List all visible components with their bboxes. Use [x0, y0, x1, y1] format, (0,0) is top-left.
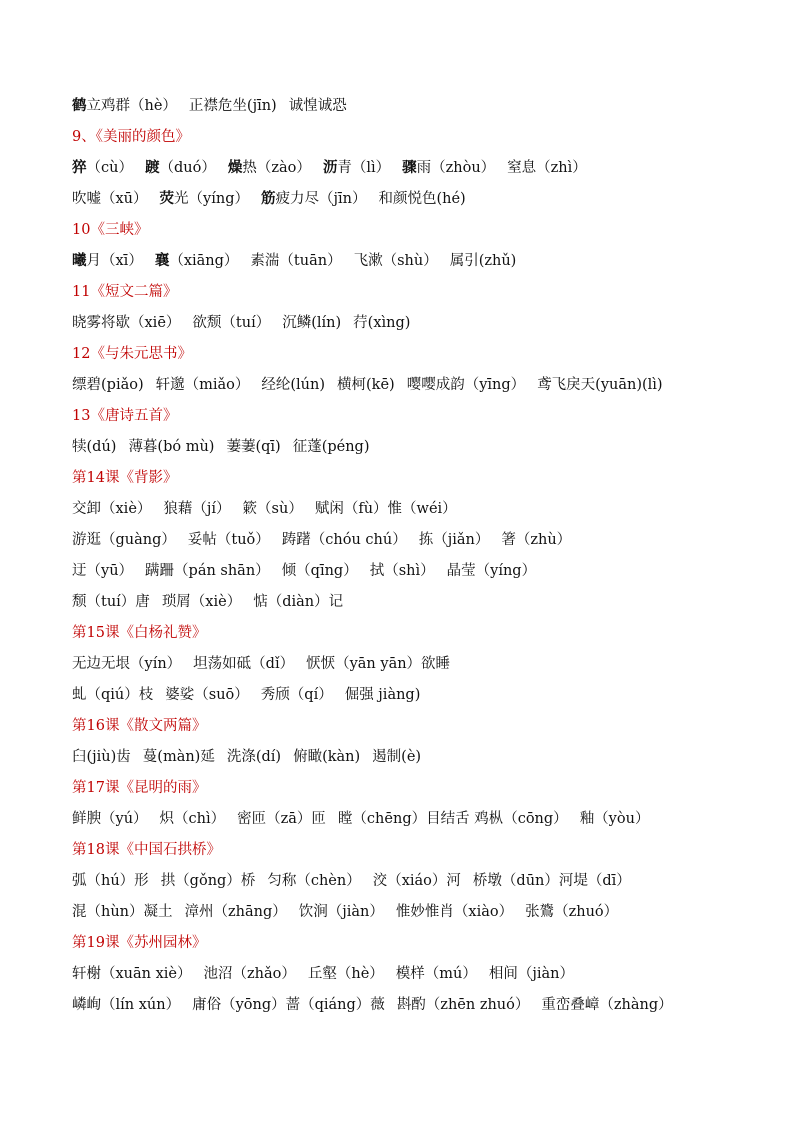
lesson-heading-text: 第16课《散文两篇》 — [72, 718, 207, 734]
vocab-line — [72, 653, 752, 684]
vocab-line — [72, 436, 752, 467]
vocab-entry — [163, 498, 230, 520]
vocab-text: 张鷟（zhuó） — [525, 904, 619, 920]
vocab-text: 光（yíng） — [174, 191, 249, 207]
vocab-entry — [204, 963, 296, 985]
lesson-heading — [72, 715, 752, 746]
lesson-heading-text: 12《与朱元思书》 — [72, 346, 192, 362]
vocab-line — [72, 684, 752, 715]
vocab-entry — [337, 374, 395, 396]
vocab-text: 薄暮(bó mù) — [128, 439, 215, 455]
vocab-text: 颓（tuí）唐 — [72, 594, 150, 610]
vocab-text: 恹恹（yān yān）欲睡 — [306, 656, 451, 672]
vocab-entry — [243, 498, 303, 520]
vocab-entry — [189, 95, 277, 117]
vocab-entry — [473, 870, 631, 892]
vocab-entry — [407, 374, 525, 396]
vocab-entry — [372, 746, 421, 768]
vocab-entry — [193, 653, 294, 675]
vocab-entry — [267, 870, 360, 892]
vocab-entry — [72, 95, 177, 117]
vocab-line — [72, 963, 752, 994]
vocab-text: 游逛（guàng） — [72, 532, 176, 548]
vocab-emphasis: 曦 — [72, 252, 87, 269]
vocab-entry — [261, 188, 366, 210]
vocab-entry — [72, 684, 153, 706]
vocab-text: 诚惶诚恐 — [288, 98, 347, 114]
vocab-line — [72, 560, 752, 591]
vocab-entry — [145, 157, 216, 179]
vocab-entry — [160, 188, 249, 210]
vocab-text: 晓雾将歇（xiē） — [72, 315, 181, 331]
lesson-heading — [72, 405, 752, 436]
vocab-text: 相间（jiàn） — [488, 966, 575, 982]
vocab-entry — [72, 808, 148, 830]
vocab-entry — [253, 591, 343, 613]
vocab-entry — [156, 374, 250, 396]
vocab-text: 正襟危坐(jīn) — [188, 98, 277, 114]
vocab-entry — [396, 963, 477, 985]
vocab-text: 釉（yòu） — [579, 811, 650, 827]
vocab-text: 模样（mú） — [395, 966, 477, 982]
vocab-text: 沉鳞(lín) — [282, 315, 342, 331]
lesson-heading-text: 11《短文二篇》 — [72, 284, 178, 300]
vocab-text: 匀称（chèn） — [267, 873, 361, 889]
lesson-heading-text: 第15课《白杨礼赞》 — [72, 625, 207, 641]
vocab-line — [72, 808, 752, 839]
vocab-text: 犊(dú) — [72, 439, 117, 455]
vocab-line — [72, 250, 752, 281]
vocab-entry — [338, 808, 568, 830]
vocab-text: 臼(jiù)齿 — [72, 749, 131, 765]
vocab-text: 密匝（zā）匝 — [237, 811, 326, 827]
vocab-entry — [306, 653, 450, 675]
vocab-text: 遏制(è) — [372, 749, 422, 765]
vocab-text: 婆娑（suō） — [165, 687, 249, 703]
vocab-entry — [72, 157, 133, 179]
vocab-text: 嘤嘤成韵（yīng） — [406, 377, 526, 393]
lesson-heading-text: 第19课《苏州园林》 — [72, 935, 207, 951]
vocab-text: 洗涤(dí) — [226, 749, 282, 765]
vocab-entry — [507, 157, 587, 179]
vocab-entry — [354, 250, 438, 272]
vocab-entry — [143, 746, 215, 768]
vocab-entry — [402, 157, 495, 179]
vocab-entry — [160, 808, 226, 830]
vocab-text: 惦（diàn）记 — [253, 594, 344, 610]
vocab-entry — [282, 312, 341, 334]
document-page — [72, 95, 752, 1025]
vocab-text: 倔强 jiàng) — [344, 687, 421, 703]
vocab-text: 拣（jiǎn） — [418, 532, 490, 548]
vocab-text: 鸢飞戾天(yuān)(lì) — [537, 377, 663, 393]
vocab-entry — [397, 994, 530, 1016]
vocab-line — [72, 498, 752, 529]
vocab-entry — [128, 436, 214, 458]
vocab-entry — [72, 529, 176, 551]
vocab-text: 斟酌（zhēn zhuó） — [396, 997, 530, 1013]
vocab-entry — [501, 529, 571, 551]
lesson-heading-text: 13《唐诗五首》 — [72, 408, 178, 424]
vocab-entry — [289, 95, 347, 117]
vocab-text: 饮涧（jiàn） — [298, 904, 384, 920]
lesson-heading-text: 第14课《背影》 — [72, 470, 178, 486]
vocab-entry — [72, 963, 192, 985]
lesson-heading — [72, 467, 752, 498]
vocab-line — [72, 188, 752, 219]
vocab-emphasis: 燥 — [227, 159, 243, 176]
vocab-entry — [282, 529, 407, 551]
vocab-line — [72, 994, 752, 1025]
vocab-entry — [72, 374, 144, 396]
lesson-heading — [72, 777, 752, 808]
vocab-line — [72, 591, 752, 622]
vocab-entry — [450, 250, 517, 272]
vocab-text: （xiāng） — [169, 253, 239, 269]
vocab-text: 和颜悦色(hé) — [378, 191, 466, 207]
vocab-entry — [396, 901, 513, 923]
vocab-entry — [192, 994, 385, 1016]
vocab-text: 素湍（tuān） — [250, 253, 342, 269]
vocab-text: 轩榭（xuān xiè） — [72, 966, 192, 982]
vocab-text: 热（zào） — [242, 160, 311, 176]
vocab-text: 欲颓（tuí） — [192, 315, 271, 331]
vocab-text: 月（xī） — [86, 253, 143, 269]
vocab-entry — [188, 529, 270, 551]
vocab-emphasis: 筋 — [260, 190, 276, 207]
vocab-entry — [228, 157, 311, 179]
vocab-text: 踌躇（chóu chú） — [281, 532, 407, 548]
vocab-entry — [308, 963, 384, 985]
vocab-emphasis: 襄 — [154, 252, 170, 269]
vocab-entry — [72, 498, 151, 520]
vocab-entry — [145, 560, 270, 582]
vocab-text: 荇(xìng) — [353, 315, 411, 331]
vocab-line — [72, 901, 752, 932]
vocab-entry — [72, 591, 150, 613]
vocab-entry — [227, 746, 281, 768]
vocab-text: 蔓(màn)延 — [142, 749, 215, 765]
vocab-entry — [261, 684, 333, 706]
vocab-entry — [345, 684, 421, 706]
vocab-text: 交卸（xiè） — [72, 501, 152, 517]
vocab-entry — [315, 498, 457, 520]
lesson-heading-text: 10《三峡》 — [72, 222, 149, 238]
vocab-entry — [162, 591, 241, 613]
vocab-text: 拭（shì） — [369, 563, 435, 579]
vocab-line — [72, 870, 752, 901]
vocab-entry — [293, 436, 370, 458]
vocab-text: 无边无垠（yín） — [72, 656, 182, 672]
vocab-text: 疲力尽（jīn） — [275, 191, 367, 207]
vocab-entry — [72, 870, 149, 892]
vocab-text: 妥帖（tuǒ） — [187, 532, 270, 548]
vocab-text: 狼藉（jí） — [163, 501, 231, 517]
vocab-text: 嶙峋（lín xún） — [72, 997, 181, 1013]
lesson-heading — [72, 281, 752, 312]
lesson-heading — [72, 839, 752, 870]
vocab-text: 瞠（chēng）目结舌 鸡枞（cōng） — [337, 811, 568, 827]
vocab-entry — [72, 560, 133, 582]
vocab-entry — [161, 870, 256, 892]
vocab-text: 飞漱（shù） — [353, 253, 438, 269]
vocab-line — [72, 374, 752, 405]
vocab-emphasis: 踱 — [144, 159, 160, 176]
vocab-text: 簌（sù） — [242, 501, 303, 517]
vocab-entry — [293, 746, 360, 768]
vocab-entry — [237, 808, 326, 830]
vocab-entry — [192, 312, 270, 334]
vocab-text: 雨（zhòu） — [416, 160, 496, 176]
vocab-entry — [489, 963, 574, 985]
vocab-emphasis: 猝 — [72, 159, 87, 176]
vocab-text: 经纶(lún) — [261, 377, 326, 393]
vocab-text: 丘壑（hè） — [307, 966, 384, 982]
vocab-entry — [282, 560, 358, 582]
vocab-entry — [373, 870, 461, 892]
vocab-entry — [72, 188, 148, 210]
vocab-entry — [72, 312, 180, 334]
vocab-text: 征蓬(péng) — [292, 439, 370, 455]
vocab-text: 窒息（zhì） — [507, 160, 587, 176]
vocab-text: 洨（xiáo）河 — [372, 873, 461, 889]
lesson-heading — [72, 126, 752, 157]
vocab-text: 立鸡群（hè） — [86, 98, 177, 114]
vocab-text: 青（lì） — [337, 160, 391, 176]
vocab-text: 晶莹（yíng） — [446, 563, 537, 579]
vocab-text: 炽（chì） — [159, 811, 226, 827]
vocab-entry — [185, 901, 287, 923]
vocab-emphasis: 沥 — [322, 159, 338, 176]
lesson-heading-text: 第18课《中国石拱桥》 — [72, 842, 221, 858]
vocab-entry — [323, 157, 390, 179]
lesson-heading-text: 第17课《昆明的雨》 — [72, 780, 207, 796]
vocab-line — [72, 312, 752, 343]
vocab-text: 迂（yū） — [72, 563, 134, 579]
vocab-entry — [72, 653, 181, 675]
lesson-heading — [72, 343, 752, 374]
vocab-text: 庸俗（yōng）蔷（qiáng）薇 — [192, 997, 385, 1013]
vocab-text: 虬（qiú）枝 — [72, 687, 154, 703]
lesson-heading — [72, 932, 752, 963]
vocab-text: 吹嘘（xū） — [72, 191, 148, 207]
vocab-text: 箸（zhù） — [501, 532, 572, 548]
vocab-text: 轩邈（miǎo） — [155, 377, 250, 393]
vocab-text: 蹒跚（pán shān） — [145, 563, 270, 579]
vocab-text: 萋萋(qī) — [226, 439, 281, 455]
vocab-entry — [537, 374, 662, 396]
vocab-entry — [580, 808, 650, 830]
vocab-entry — [525, 901, 618, 923]
vocab-text: 俯瞰(kàn) — [293, 749, 361, 765]
vocab-line — [72, 157, 752, 188]
vocab-text: 混（hùn）凝土 — [72, 904, 173, 920]
vocab-entry — [72, 436, 116, 458]
vocab-text: 鲜腴（yú） — [72, 811, 148, 827]
vocab-text: 横柯(kē) — [337, 377, 395, 393]
vocab-entry — [419, 529, 490, 551]
vocab-text: 重峦叠嶂（zhàng） — [541, 997, 673, 1013]
vocab-text: 惟妙惟肖（xiào） — [395, 904, 514, 920]
vocab-emphasis: 荧 — [159, 190, 175, 207]
vocab-entry — [353, 312, 410, 334]
vocab-text: 倾（qīng） — [281, 563, 358, 579]
lesson-heading-text: 9、《美丽的颜色》 — [72, 129, 190, 145]
vocab-text: 坦荡如砥（dǐ） — [193, 656, 295, 672]
lesson-heading — [72, 219, 752, 250]
vocab-entry — [165, 684, 249, 706]
vocab-entry — [72, 746, 131, 768]
vocab-text: （cù） — [86, 160, 133, 176]
vocab-text: 琐屑（xiè） — [161, 594, 242, 610]
vocab-line — [72, 746, 752, 777]
vocab-text: 拱（gǒng）桥 — [160, 873, 256, 889]
vocab-text: 弧（hú）形 — [72, 873, 149, 889]
vocab-entry — [378, 188, 465, 210]
vocab-text: 池沼（zhǎo） — [203, 966, 296, 982]
vocab-text: 桥墩（dūn）河堤（dī） — [472, 873, 631, 889]
vocab-entry — [250, 250, 341, 272]
vocab-line — [72, 95, 752, 126]
vocab-entry — [72, 994, 180, 1016]
vocab-text: 秀颀（qí） — [260, 687, 333, 703]
vocab-text: 漳州（zhāng） — [184, 904, 287, 920]
vocab-entry — [155, 250, 239, 272]
vocab-text: 赋闲（fù）惟（wéi） — [314, 501, 457, 517]
vocab-emphasis: 骤 — [402, 159, 417, 176]
vocab-entry — [72, 901, 173, 923]
vocab-text: 缥碧(piǎo) — [72, 377, 144, 393]
vocab-entry — [299, 901, 384, 923]
vocab-text: 属引(zhǔ) — [449, 253, 517, 269]
vocab-entry — [226, 436, 280, 458]
vocab-emphasis: 鹤 — [72, 97, 87, 114]
vocab-text: （duó） — [159, 160, 216, 176]
vocab-entry — [541, 994, 672, 1016]
vocab-entry — [72, 250, 143, 272]
lesson-heading — [72, 622, 752, 653]
vocab-entry — [261, 374, 325, 396]
vocab-entry — [447, 560, 536, 582]
vocab-line — [72, 529, 752, 560]
vocab-entry — [370, 560, 435, 582]
